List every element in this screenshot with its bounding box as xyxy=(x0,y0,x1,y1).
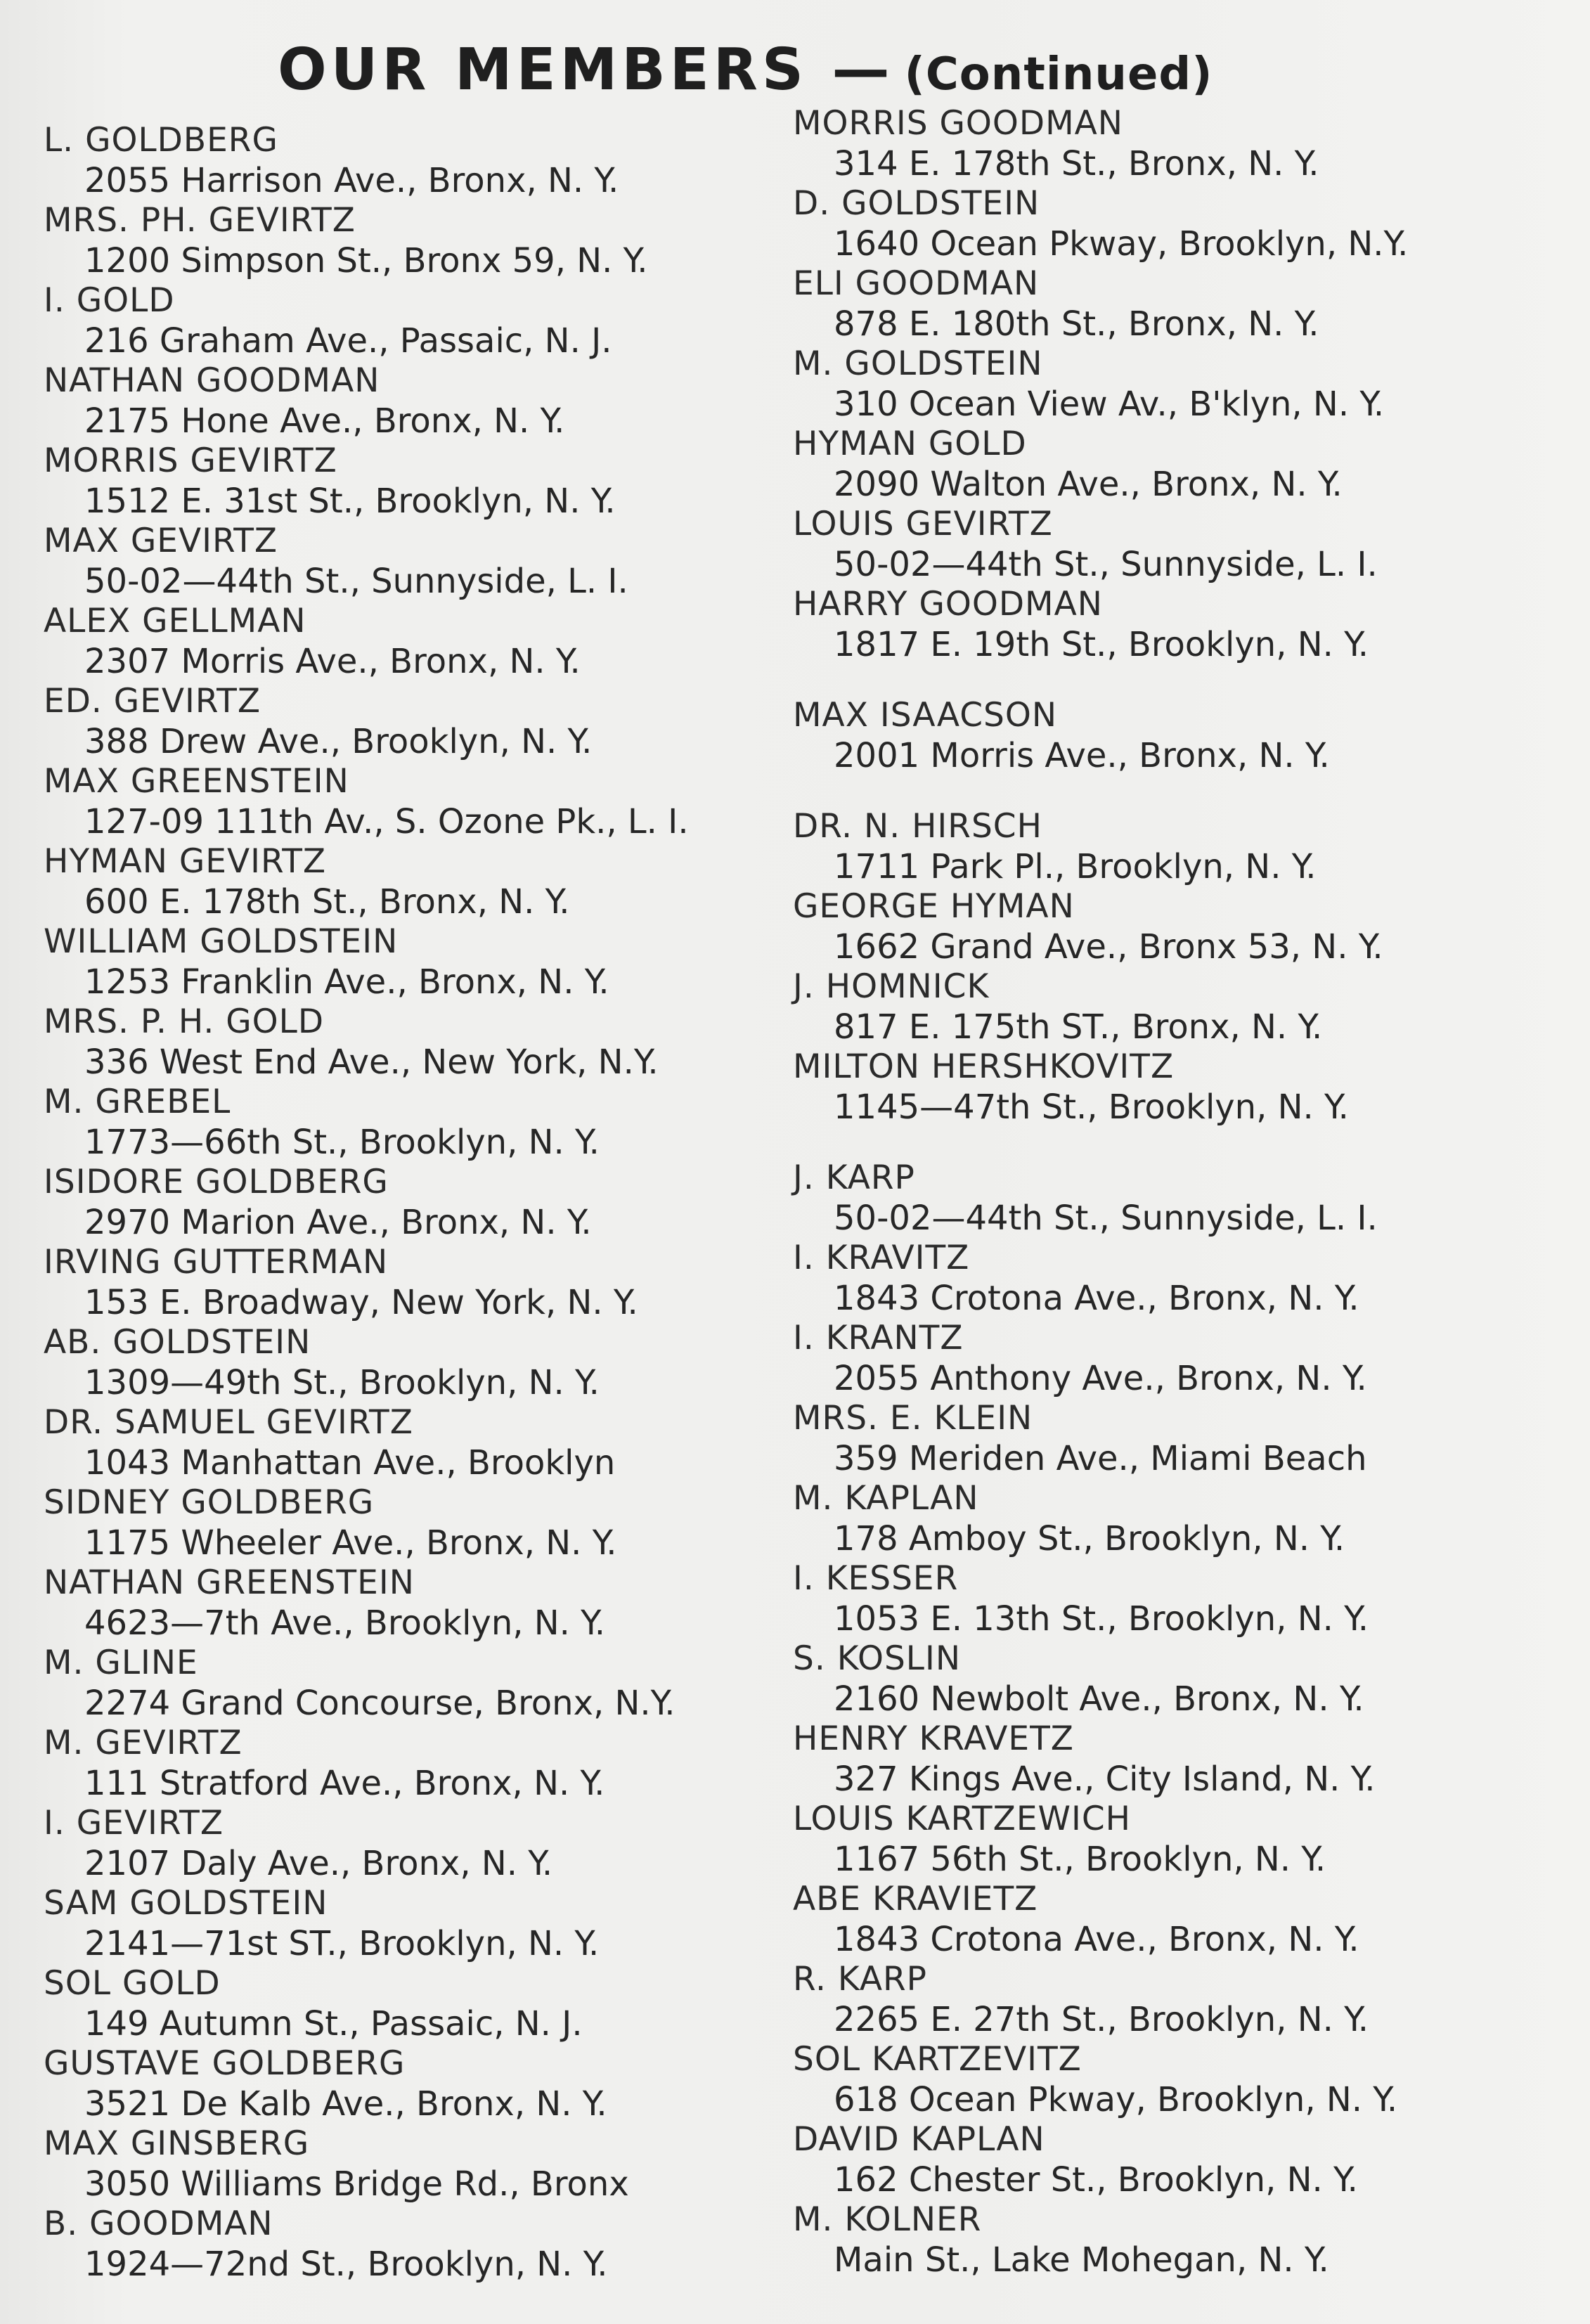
member-name: HARRY GOODMAN xyxy=(793,585,1103,624)
member-name: DR. N. HIRSCH xyxy=(793,807,1042,846)
member-name: M. GLINE xyxy=(44,1644,198,1682)
section-gap xyxy=(793,665,1538,696)
member-address: 216 Graham Ave., Passaic, N. J. xyxy=(84,321,612,361)
member-address: 310 Ocean View Av., B'klyn, N. Y. xyxy=(834,385,1385,424)
member-entry xyxy=(44,1724,789,1804)
member-name: MRS. E. KLEIN xyxy=(793,1399,1033,1438)
member-address: 178 Amboy St., Brooklyn, N. Y. xyxy=(834,1519,1345,1558)
member-address: 314 E. 178th St., Bronx, N. Y. xyxy=(834,144,1319,183)
member-address: 1662 Grand Ave., Bronx 53, N. Y. xyxy=(834,927,1383,967)
member-name: ALEX GELLMAN xyxy=(44,602,306,640)
member-name: DAVID KAPLAN xyxy=(793,2120,1045,2159)
member-address: 618 Ocean Pkway, Brooklyn, N. Y. xyxy=(834,2080,1398,2119)
member-address: 2265 E. 27th St., Brooklyn, N. Y. xyxy=(834,2000,1369,2039)
member-name: ED. GEVIRTZ xyxy=(44,682,261,721)
member-entry xyxy=(793,585,1538,665)
member-entry xyxy=(793,104,1538,184)
member-entry xyxy=(44,2124,789,2204)
member-address: 1043 Manhattan Ave., Brooklyn xyxy=(84,1443,616,1483)
member-entry xyxy=(44,441,789,522)
member-address: 4623—7th Ave., Brooklyn, N. Y. xyxy=(84,1603,606,1643)
member-name: L. GOLDBERG xyxy=(44,121,278,160)
member-name: GEORGE HYMAN xyxy=(793,887,1075,926)
member-entry xyxy=(44,602,789,682)
member-name: B. GOODMAN xyxy=(44,2204,273,2243)
member-address: 111 Stratford Ave., Bronx, N. Y. xyxy=(84,1764,605,1803)
member-address: 1924—72nd St., Brooklyn, N. Y. xyxy=(84,2245,608,2284)
member-name: MRS. P. H. GOLD xyxy=(44,1002,325,1041)
member-address: 50-02—44th St., Sunnyside, L. I. xyxy=(834,1199,1378,1238)
member-entry xyxy=(44,682,789,762)
member-name: WILLIAM GOLDSTEIN xyxy=(44,922,399,961)
member-address: 1817 E. 19th St., Brooklyn, N. Y. xyxy=(834,625,1369,664)
member-entry xyxy=(793,1158,1538,1239)
member-address: 1843 Crotona Ave., Bronx, N. Y. xyxy=(834,1920,1359,1959)
title-main: OUR MEMBERS — xyxy=(278,37,894,103)
member-entry xyxy=(44,1243,789,1323)
member-name: LOUIS GEVIRTZ xyxy=(793,505,1053,543)
member-name: I. KESSER xyxy=(793,1559,959,1598)
member-name: GUSTAVE GOLDBERG xyxy=(44,2044,406,2083)
member-name: DR. SAMUEL GEVIRTZ xyxy=(44,1403,413,1442)
member-entry xyxy=(44,842,789,922)
member-name: MORRIS GOODMAN xyxy=(793,104,1123,143)
member-address: 878 E. 180th St., Bronx, N. Y. xyxy=(834,304,1319,344)
member-name: ELI GOODMAN xyxy=(793,264,1040,303)
member-entry xyxy=(793,696,1538,776)
member-address: 2055 Anthony Ave., Bronx, N. Y. xyxy=(834,1359,1367,1398)
member-entry xyxy=(44,1563,789,1644)
member-address: 1711 Park Pl., Brooklyn, N. Y. xyxy=(834,847,1317,886)
right-column xyxy=(793,104,1538,2280)
member-name: I. KRAVITZ xyxy=(793,1239,970,1277)
member-name: HENRY KRAVETZ xyxy=(793,1719,1074,1758)
member-address: 3521 De Kalb Ave., Bronx, N. Y. xyxy=(84,2084,607,2124)
member-entry xyxy=(793,1319,1538,1399)
member-name: IRVING GUTTERMAN xyxy=(44,1243,389,1282)
member-entry xyxy=(793,887,1538,967)
member-entry xyxy=(44,762,789,842)
member-name: I. GEVIRTZ xyxy=(44,1804,224,1842)
member-entry xyxy=(793,1719,1538,1800)
member-entry xyxy=(44,922,789,1002)
member-address: 50-02—44th St., Sunnyside, L. I. xyxy=(84,562,628,601)
member-address: 2175 Hone Ave., Bronx, N. Y. xyxy=(84,401,565,441)
member-name: M. KOLNER xyxy=(793,2200,982,2239)
member-address: 327 Kings Ave., City Island, N. Y. xyxy=(834,1760,1376,1799)
member-address: 2970 Marion Ave., Bronx, N. Y. xyxy=(84,1203,592,1242)
member-name: J. KARP xyxy=(793,1158,915,1197)
member-entry xyxy=(793,264,1538,344)
member-entry xyxy=(793,184,1538,264)
member-entry xyxy=(793,2120,1538,2200)
member-address: 388 Drew Ave., Brooklyn, N. Y. xyxy=(84,722,593,761)
member-address: 1200 Simpson St., Bronx 59, N. Y. xyxy=(84,241,648,280)
member-address: 162 Chester St., Brooklyn, N. Y. xyxy=(834,2160,1358,2200)
member-address: 50-02—44th St., Sunnyside, L. I. xyxy=(834,545,1378,584)
member-address: 359 Meriden Ave., Miami Beach xyxy=(834,1439,1367,1478)
title-continued: (Continued) xyxy=(904,49,1213,101)
member-name: ABE KRAVIETZ xyxy=(793,1880,1038,1918)
member-name: SOL GOLD xyxy=(44,1964,221,2003)
member-entry xyxy=(44,1002,789,1083)
member-name: MAX GINSBERG xyxy=(44,2124,310,2163)
member-name: ISIDORE GOLDBERG xyxy=(44,1163,389,1201)
member-entry xyxy=(793,1559,1538,1639)
member-entry xyxy=(793,1639,1538,1719)
member-address: 1145—47th St., Brooklyn, N. Y. xyxy=(834,1087,1349,1127)
member-name: MAX ISAACSON xyxy=(793,696,1057,735)
member-entry xyxy=(44,2044,789,2124)
member-entry xyxy=(793,1047,1538,1128)
member-address: 2160 Newbolt Ave., Bronx, N. Y. xyxy=(834,1679,1364,1719)
member-entry xyxy=(793,425,1538,505)
page-title xyxy=(278,37,1262,103)
member-name: HYMAN GOLD xyxy=(793,425,1027,463)
member-address: Main St., Lake Mohegan, N. Y. xyxy=(834,2240,1329,2280)
member-entry xyxy=(44,1483,789,1563)
member-name: MAX GREENSTEIN xyxy=(44,762,349,801)
member-name: SOL KARTZEVITZ xyxy=(793,2040,1082,2079)
member-address: 1253 Franklin Ave., Bronx, N. Y. xyxy=(84,962,609,1002)
member-address: 3050 Williams Bridge Rd., Bronx xyxy=(84,2164,629,2204)
member-entry xyxy=(793,1399,1538,1479)
member-entry xyxy=(793,1800,1538,1880)
member-entry xyxy=(793,1880,1538,1960)
member-entry xyxy=(44,201,789,281)
member-address: 2055 Harrison Ave., Bronx, N. Y. xyxy=(84,161,619,200)
member-name: NATHAN GREENSTEIN xyxy=(44,1563,415,1602)
left-column xyxy=(44,121,789,2285)
member-name: MORRIS GEVIRTZ xyxy=(44,441,337,480)
member-entry xyxy=(793,1479,1538,1559)
member-entry xyxy=(44,281,789,361)
member-entry xyxy=(793,505,1538,585)
member-address: 2141—71st ST., Brooklyn, N. Y. xyxy=(84,1924,600,1963)
member-entry xyxy=(44,1403,789,1483)
member-name: I. GOLD xyxy=(44,281,175,320)
member-name: LOUIS KARTZEWICH xyxy=(793,1800,1132,1838)
member-name: MAX GEVIRTZ xyxy=(44,522,278,560)
member-name: I. KRANTZ xyxy=(793,1319,964,1357)
member-name: NATHAN GOODMAN xyxy=(44,361,380,400)
member-entry xyxy=(44,522,789,602)
member-address: 1309—49th St., Brooklyn, N. Y. xyxy=(84,1363,600,1402)
member-name: S. KOSLIN xyxy=(793,1639,961,1678)
member-entry xyxy=(793,807,1538,887)
member-name: M. GEVIRTZ xyxy=(44,1724,243,1762)
member-address: 149 Autumn St., Passaic, N. J. xyxy=(84,2004,583,2044)
member-entry xyxy=(44,1884,789,1964)
member-entry xyxy=(793,1239,1538,1319)
member-name: J. HOMNICK xyxy=(793,967,990,1006)
member-address: 153 E. Broadway, New York, N. Y. xyxy=(84,1283,638,1322)
member-address: 2090 Walton Ave., Bronx, N. Y. xyxy=(834,465,1343,504)
member-entry xyxy=(44,1804,789,1884)
member-address: 2307 Morris Ave., Bronx, N. Y. xyxy=(84,642,581,681)
section-gap xyxy=(793,776,1538,807)
member-address: 127-09 111th Av., S. Ozone Pk., L. I. xyxy=(84,802,689,841)
member-name: M. GOLDSTEIN xyxy=(793,344,1043,383)
member-entry xyxy=(793,967,1538,1047)
section-gap xyxy=(793,1128,1538,1158)
member-name: SIDNEY GOLDBERG xyxy=(44,1483,375,1522)
member-address: 1167 56th St., Brooklyn, N. Y. xyxy=(834,1840,1326,1879)
member-address: 1175 Wheeler Ave., Bronx, N. Y. xyxy=(84,1523,617,1563)
member-name: MRS. PH. GEVIRTZ xyxy=(44,201,356,240)
member-entry xyxy=(44,361,789,441)
member-entry xyxy=(793,2200,1538,2280)
member-address: 1640 Ocean Pkway, Brooklyn, N.Y. xyxy=(834,224,1409,264)
member-entry xyxy=(44,1964,789,2044)
member-name: M. GREBEL xyxy=(44,1083,231,1121)
member-address: 1773—66th St., Brooklyn, N. Y. xyxy=(84,1123,600,1162)
member-entry xyxy=(44,1644,789,1724)
member-address: 817 E. 175th ST., Bronx, N. Y. xyxy=(834,1007,1323,1047)
member-name: D. GOLDSTEIN xyxy=(793,184,1040,223)
member-address: 2107 Daly Ave., Bronx, N. Y. xyxy=(84,1844,553,1883)
member-name: R. KARP xyxy=(793,1960,928,1999)
member-entry xyxy=(44,2204,789,2285)
member-name: MILTON HERSHKOVITZ xyxy=(793,1047,1175,1086)
member-entry xyxy=(44,1323,789,1403)
member-entry xyxy=(793,1960,1538,2040)
member-address: 336 West End Ave., New York, N.Y. xyxy=(84,1042,659,1082)
member-entry xyxy=(793,2040,1538,2120)
member-address: 600 E. 178th St., Bronx, N. Y. xyxy=(84,882,570,922)
member-name: SAM GOLDSTEIN xyxy=(44,1884,328,1923)
member-entry xyxy=(44,121,789,201)
member-address: 1512 E. 31st St., Brooklyn, N. Y. xyxy=(84,482,616,521)
member-entry xyxy=(44,1083,789,1163)
member-address: 2001 Morris Ave., Bronx, N. Y. xyxy=(834,736,1330,775)
member-name: HYMAN GEVIRTZ xyxy=(44,842,327,881)
member-entry xyxy=(44,1163,789,1243)
member-entry xyxy=(793,344,1538,425)
member-name: AB. GOLDSTEIN xyxy=(44,1323,311,1362)
member-address: 1053 E. 13th St., Brooklyn, N. Y. xyxy=(834,1599,1369,1639)
member-address: 2274 Grand Concourse, Bronx, N.Y. xyxy=(84,1684,676,1723)
member-address: 1843 Crotona Ave., Bronx, N. Y. xyxy=(834,1279,1359,1318)
member-name: M. KAPLAN xyxy=(793,1479,979,1518)
